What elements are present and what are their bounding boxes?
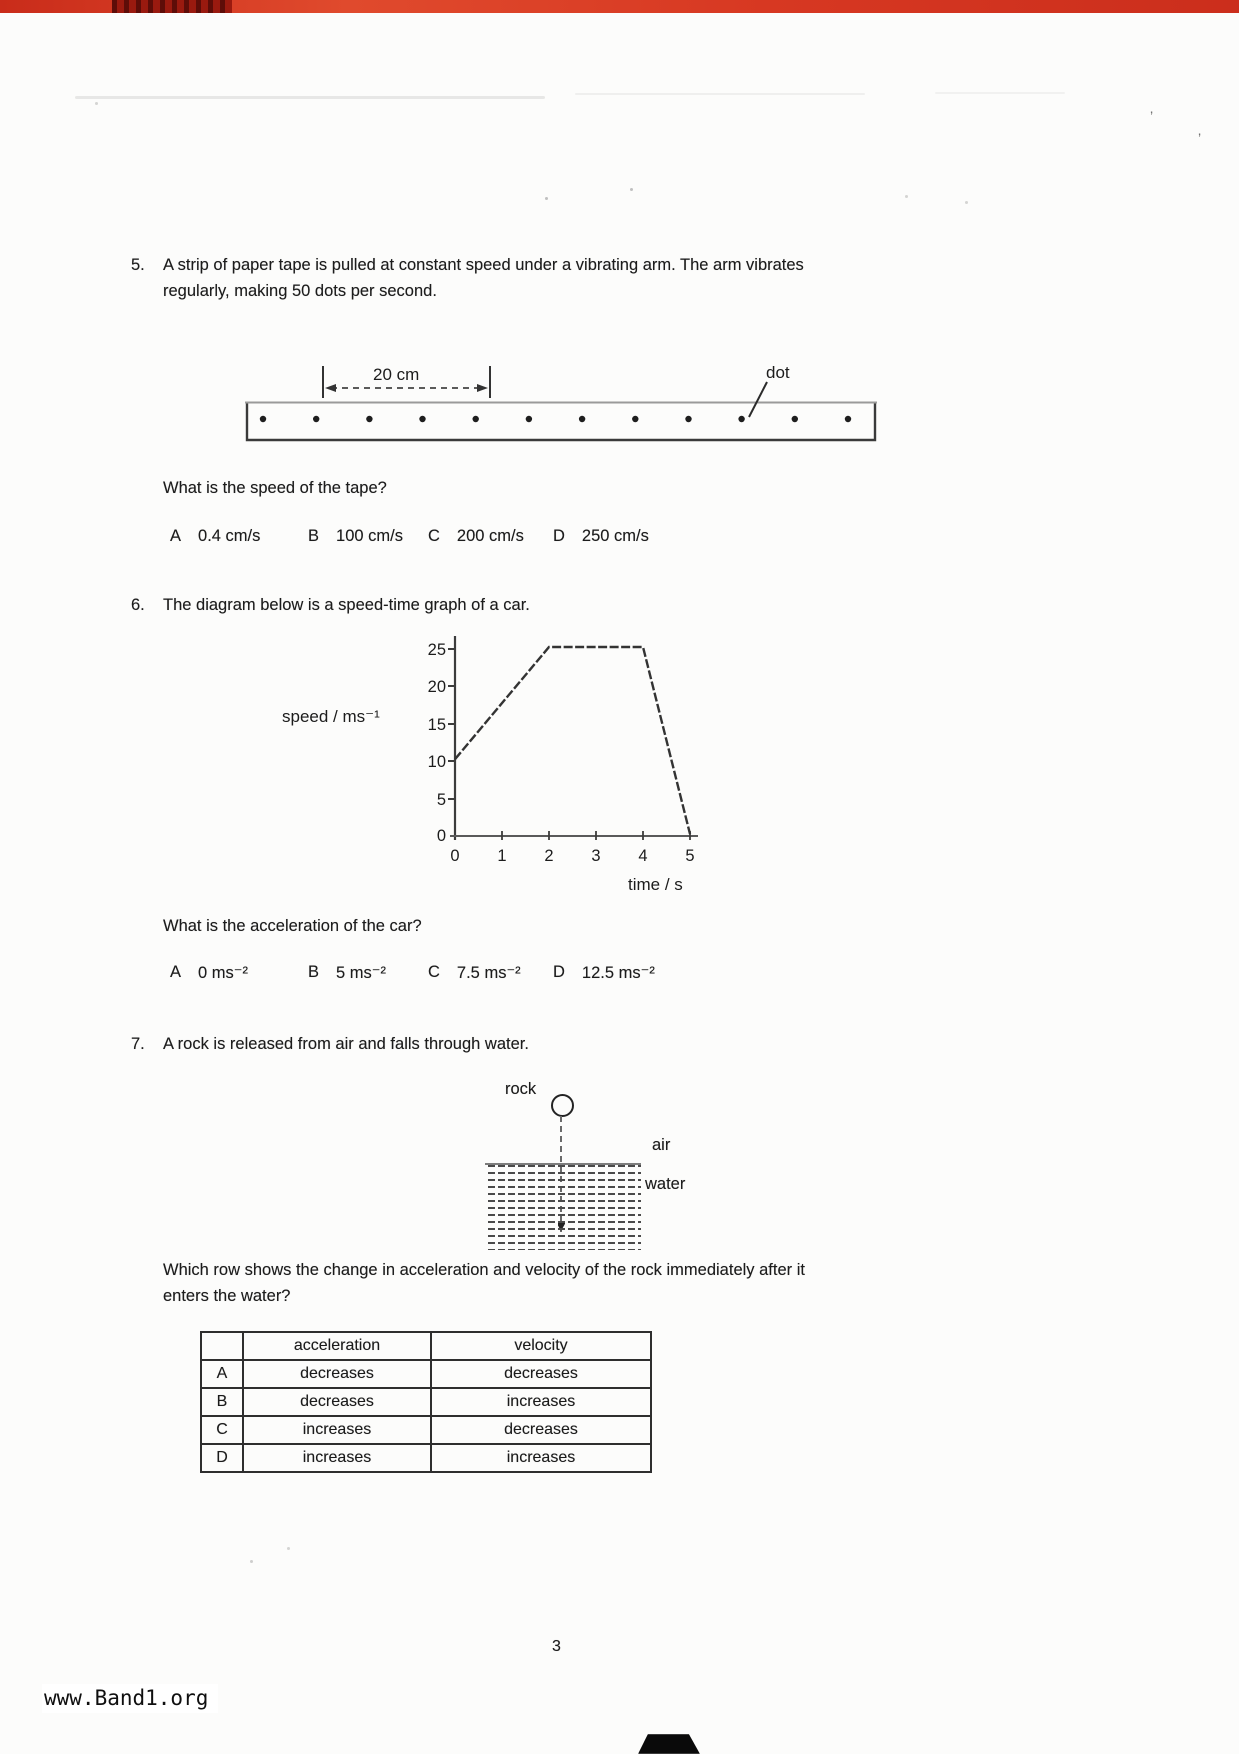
y-axis-title: speed / ms⁻¹ [282,707,380,726]
speed-curve [455,647,690,834]
y-tick-label: 25 [427,641,446,659]
cell-velocity: decreases [431,1360,651,1388]
scan-speck [965,201,968,204]
row-letter: C [201,1416,243,1444]
corner-cell [201,1332,243,1360]
option-value: 0 ms⁻² [198,964,248,982]
scan-red-strip-dark-marks [112,0,232,13]
row-letter: A [201,1360,243,1388]
tape-dot [792,416,798,422]
water-label: water [645,1175,686,1193]
tape-dot [313,416,319,422]
q6-text: The diagram below is a speed-time graph of a car. [163,596,530,614]
tape-dot [632,416,638,422]
option-value: 100 cm/s [336,527,403,545]
option-value: 12.5 ms⁻² [581,964,655,982]
tape-dot [473,416,479,422]
air-label: air [652,1136,671,1154]
x-tick-label: 4 [638,847,648,865]
q6-question: What is the acceleration of the car? [163,917,422,935]
y-tick-label: 5 [436,791,446,809]
scan-speck [95,102,98,105]
tape-dot [579,416,585,422]
rock-icon [551,1094,574,1117]
q5-text-line1: A strip of paper tape is pulled at constant speed under a vibrating arm. The arm vibrates [163,256,804,274]
cell-acceleration: increases [243,1416,431,1444]
y-tick-label: 0 [436,827,446,845]
water-region [485,1163,641,1250]
tape-diagram [230,350,890,452]
option-letter: A [170,963,182,981]
col-header-velocity: velocity [431,1332,651,1360]
cell-velocity: increases [431,1444,651,1472]
scan-smudge [575,93,865,95]
option-letter: A [170,527,182,545]
scan-speck [630,188,633,191]
scan-mark: ’ [1150,108,1154,124]
pointed-dot [738,416,744,422]
tape-dot [419,416,425,422]
q6-option-d [553,963,655,983]
q5-option-b [308,527,403,546]
scan-black-blob [638,1734,700,1754]
table-row [201,1388,651,1416]
option-letter: D [553,527,565,545]
scan-speck [287,1547,290,1550]
q7-text: A rock is released from air and falls through water. [163,1035,529,1053]
option-value: 250 cm/s [581,527,649,545]
scan-speck [250,1560,253,1563]
cell-acceleration: decreases [243,1360,431,1388]
y-tick-label: 10 [427,753,446,771]
speed-time-graph [270,628,730,913]
cell-acceleration: increases [243,1444,431,1472]
option-letter: C [428,963,440,981]
x-tick-label: 3 [591,847,601,865]
option-value: 7.5 ms⁻² [456,964,521,982]
page-number: 3 [552,1638,561,1655]
q5-option-a [170,527,260,546]
dot-label: dot [766,363,790,382]
scan-mark: ’ [1198,130,1202,146]
option-value: 5 ms⁻² [336,964,386,982]
q5-option-c [428,527,524,546]
q6-number: 6. [131,596,145,614]
table-row [201,1444,651,1472]
x-tick-label: 1 [497,847,507,865]
tape-dot [366,416,372,422]
x-tick-label: 5 [685,847,695,865]
table-header-row [201,1332,651,1360]
dimension-arrow-left [325,384,336,392]
watermark: www.Band1.org [42,1684,218,1713]
y-tick-label: 20 [427,678,446,696]
option-letter: B [308,527,320,545]
tape-outline [247,403,875,440]
dimension-arrow-right [477,384,488,392]
tape-dot [845,416,851,422]
row-letter: D [201,1444,243,1472]
option-letter: D [553,963,565,981]
scan-smudge [935,92,1065,94]
cell-acceleration: decreases [243,1388,431,1416]
x-tick-label: 0 [450,847,460,865]
q7-question-line1: Which row shows the change in acceleration and velocity of the rock immediately after it [163,1261,805,1279]
q5-question: What is the speed of the tape? [163,479,387,497]
tape-dot [526,416,532,422]
q6-option-b [308,963,386,983]
dimension-label: 20 cm [373,365,420,384]
option-value: 200 cm/s [456,527,524,545]
tape-dot [260,416,266,422]
q5-text-line2: regularly, making 50 dots per second. [163,282,437,300]
y-tick-label: 15 [427,716,446,734]
table-row [201,1416,651,1444]
q7-question-line2: enters the water? [163,1287,291,1305]
scan-smudge [75,96,545,99]
q5-option-d [553,527,649,546]
table-row [201,1360,651,1388]
option-value: 0.4 cm/s [198,527,261,545]
cell-velocity: increases [431,1388,651,1416]
q6-option-c [428,963,521,983]
cell-velocity: decreases [431,1416,651,1444]
rock-label: rock [505,1080,537,1098]
scan-speck [545,197,548,200]
q5-number: 5. [131,256,145,274]
tape-dot [685,416,691,422]
option-letter: B [308,963,320,981]
col-header-acceleration: acceleration [243,1332,431,1360]
q6-option-a [170,963,248,983]
scan-speck [905,195,908,198]
x-axis-title: time / s [628,875,683,894]
dot-pointer-line [749,382,767,417]
answer-table [200,1331,652,1473]
x-tick-label: 2 [544,847,554,865]
tape-dots [260,416,851,422]
q7-number: 7. [131,1035,145,1053]
option-letter: C [428,527,440,545]
row-letter: B [201,1388,243,1416]
